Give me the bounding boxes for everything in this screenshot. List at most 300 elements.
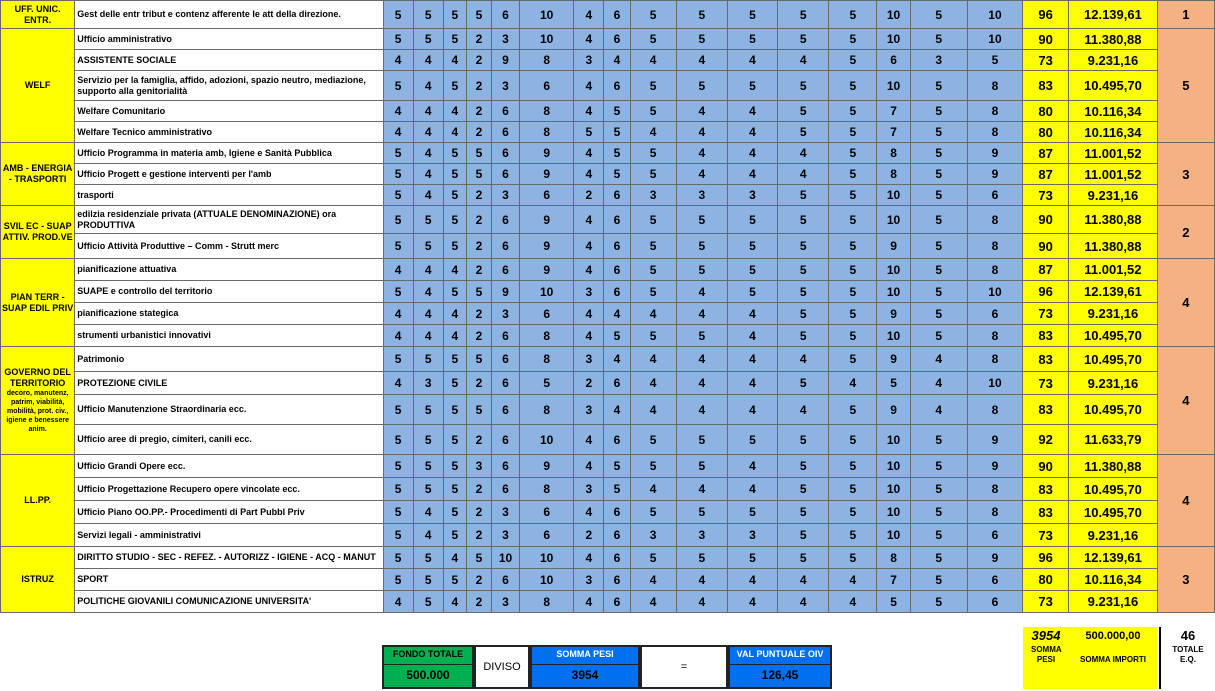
score-cell: 6: [604, 547, 630, 569]
score-cell: 8: [520, 122, 574, 143]
score-cell: 5: [383, 425, 413, 455]
score-cell: 3: [574, 478, 604, 501]
table-row: [1, 164, 1215, 185]
score-cell: 5: [910, 325, 967, 347]
score-cell: 8: [967, 395, 1022, 425]
score-cell: 3: [727, 185, 777, 206]
score-cell: 5: [778, 372, 829, 395]
score-cell: 5: [383, 185, 413, 206]
score-cell: 6: [520, 185, 574, 206]
score-cell: 6: [491, 347, 519, 372]
score-cell: 3: [574, 281, 604, 303]
score-cell: 5: [727, 425, 777, 455]
table-row: [1, 325, 1215, 347]
score-cell: 5: [778, 547, 829, 569]
score-cell: 5: [778, 206, 829, 234]
eq-count-cell: 5: [1157, 29, 1214, 143]
score-cell: 5: [727, 259, 777, 281]
amount-cell: 9.231,16: [1069, 372, 1157, 395]
department-label: GOVERNO DEL TERRITORIO: [4, 367, 71, 388]
score-cell: 5: [778, 101, 829, 122]
amount-cell: 9.231,16: [1069, 185, 1157, 206]
score-cell: 5: [574, 122, 604, 143]
score-cell: 4: [413, 71, 443, 101]
score-cell: 6: [491, 569, 519, 591]
office-name: Servizi legali - amministrativi: [75, 524, 383, 547]
score-cell: 6: [491, 101, 519, 122]
score-cell: 5: [604, 455, 630, 478]
score-cell: 10: [877, 501, 910, 524]
score-cell: 10: [967, 29, 1022, 50]
score-cell: 4: [727, 303, 777, 325]
total-weight-cell: 83: [1023, 71, 1069, 101]
table-row: [1, 1, 1215, 29]
score-cell: 4: [727, 372, 777, 395]
score-cell: 5: [829, 1, 877, 29]
score-cell: 5: [443, 206, 466, 234]
score-cell: 6: [967, 591, 1022, 613]
amount-cell: 12.139,61: [1069, 1, 1157, 29]
score-cell: 3: [574, 347, 604, 372]
score-cell: 5: [413, 425, 443, 455]
val-puntuale-oiv-box: [728, 645, 832, 689]
score-cell: 8: [967, 71, 1022, 101]
score-cell: 8: [520, 325, 574, 347]
score-cell: 4: [630, 591, 676, 613]
score-cell: 9: [520, 455, 574, 478]
score-cell: 4: [727, 591, 777, 613]
equals-sign: =: [680, 661, 688, 673]
score-cell: 10: [520, 1, 574, 29]
score-cell: 5: [383, 395, 413, 425]
department-cell: [1, 347, 75, 455]
score-cell: 5: [413, 547, 443, 569]
score-cell: 4: [630, 347, 676, 372]
score-cell: 9: [967, 425, 1022, 455]
score-cell: 6: [604, 281, 630, 303]
score-cell: 6: [967, 303, 1022, 325]
score-cell: 4: [413, 50, 443, 71]
score-cell: 5: [829, 281, 877, 303]
amount-cell: 10.116,34: [1069, 569, 1157, 591]
score-cell: 5: [383, 524, 413, 547]
score-cell: 6: [604, 1, 630, 29]
table-row: [1, 71, 1215, 101]
score-cell: 6: [967, 524, 1022, 547]
score-cell: 5: [443, 425, 466, 455]
score-cell: 8: [967, 234, 1022, 259]
table-row: [1, 501, 1215, 524]
total-weight-cell: 73: [1023, 372, 1069, 395]
amount-cell: 11.001,52: [1069, 259, 1157, 281]
score-cell: 5: [910, 164, 967, 185]
score-cell: 4: [727, 478, 777, 501]
total-weight-cell: 73: [1023, 524, 1069, 547]
score-cell: 5: [466, 395, 491, 425]
office-name: pianificazione attuativa: [75, 259, 383, 281]
score-cell: 5: [910, 547, 967, 569]
office-name: Ufficio Manutenzione Straordinaria ecc.: [75, 395, 383, 425]
score-cell: 5: [727, 281, 777, 303]
score-cell: 10: [877, 185, 910, 206]
amount-cell: 9.231,16: [1069, 303, 1157, 325]
department-cell: [1, 206, 75, 259]
department-cell: [1, 455, 75, 547]
total-weight-cell: 96: [1023, 281, 1069, 303]
eq-count-cell: 4: [1157, 259, 1214, 347]
total-weight-cell: 80: [1023, 122, 1069, 143]
score-cell: 2: [574, 524, 604, 547]
score-cell: 7: [877, 122, 910, 143]
score-cell: 6: [967, 185, 1022, 206]
score-cell: 2: [466, 259, 491, 281]
score-cell: 5: [877, 372, 910, 395]
score-cell: 5: [778, 281, 829, 303]
score-cell: 5: [604, 164, 630, 185]
office-name: strumenti urbanistici innovativi: [75, 325, 383, 347]
amount-cell: 10.116,34: [1069, 122, 1157, 143]
score-cell: 4: [413, 101, 443, 122]
totale-eq-label: TOTALE E.Q.: [1172, 645, 1204, 664]
score-cell: 5: [630, 547, 676, 569]
score-cell: 9: [520, 234, 574, 259]
score-cell: 5: [630, 425, 676, 455]
score-cell: 5: [829, 303, 877, 325]
office-name: SPORT: [75, 569, 383, 591]
score-cell: 4: [443, 325, 466, 347]
score-cell: 4: [383, 122, 413, 143]
score-cell: 4: [727, 455, 777, 478]
score-cell: 5: [727, 206, 777, 234]
score-cell: 2: [466, 101, 491, 122]
score-cell: 8: [967, 347, 1022, 372]
score-cell: 5: [676, 1, 727, 29]
score-cell: 9: [491, 50, 519, 71]
score-cell: 5: [829, 425, 877, 455]
eq-count-cell: 3: [1157, 143, 1214, 206]
table-row: [1, 347, 1215, 372]
score-cell: 5: [778, 303, 829, 325]
score-cell: 6: [491, 234, 519, 259]
score-cell: 5: [829, 524, 877, 547]
table-row: [1, 206, 1215, 234]
score-cell: 9: [877, 303, 910, 325]
score-cell: 4: [829, 372, 877, 395]
score-cell: 2: [466, 206, 491, 234]
score-cell: 3: [491, 185, 519, 206]
val-puntuale-oiv-label: VAL PUNTUALE OIV: [736, 649, 824, 659]
score-cell: 5: [829, 143, 877, 164]
office-name: Ufficio Grandi Opere ecc.: [75, 455, 383, 478]
score-cell: 4: [829, 569, 877, 591]
table-row: [1, 234, 1215, 259]
score-cell: 8: [520, 395, 574, 425]
table-row: [1, 185, 1215, 206]
score-cell: 5: [778, 478, 829, 501]
score-cell: 2: [466, 372, 491, 395]
score-cell: 9: [520, 143, 574, 164]
score-cell: 5: [910, 501, 967, 524]
score-cell: 5: [676, 206, 727, 234]
score-cell: 4: [604, 347, 630, 372]
score-cell: 6: [877, 50, 910, 71]
score-cell: 2: [466, 425, 491, 455]
amount-cell: 9.231,16: [1069, 50, 1157, 71]
office-name: Ufficio aree di pregio, cimiteri, canili ecc.: [75, 425, 383, 455]
score-cell: 8: [967, 206, 1022, 234]
score-cell: 5: [443, 478, 466, 501]
score-cell: 10: [877, 325, 910, 347]
score-cell: 10: [877, 478, 910, 501]
score-cell: 8: [520, 101, 574, 122]
score-cell: 5: [466, 143, 491, 164]
score-cell: 7: [877, 569, 910, 591]
table-row: [1, 569, 1215, 591]
score-cell: 5: [383, 71, 413, 101]
score-cell: 5: [443, 71, 466, 101]
score-cell: 3: [910, 50, 967, 71]
department-cell: [1, 547, 75, 613]
score-cell: 8: [877, 164, 910, 185]
total-weight-cell: 90: [1023, 234, 1069, 259]
score-cell: 9: [967, 164, 1022, 185]
department-label: SVIL EC - SUAP ATTIV. PROD.VE: [2, 221, 73, 242]
score-cell: 5: [727, 29, 777, 50]
score-cell: 5: [630, 234, 676, 259]
score-cell: 4: [443, 259, 466, 281]
somma-pesi-value: 3954: [1031, 628, 1061, 643]
score-cell: 5: [413, 1, 443, 29]
score-cell: 6: [491, 425, 519, 455]
score-cell: 5: [778, 455, 829, 478]
score-cell: 2: [466, 234, 491, 259]
department-label: LL.PP.: [24, 495, 52, 505]
department-label: ISTRUZ: [21, 574, 54, 584]
somma-pesi-box-label: SOMMA PESI: [556, 649, 614, 659]
score-cell: 5: [829, 455, 877, 478]
total-weight-cell: 73: [1023, 591, 1069, 613]
score-cell: 5: [604, 122, 630, 143]
score-cell: 9: [967, 143, 1022, 164]
total-weight-cell: 83: [1023, 501, 1069, 524]
amount-cell: 10.495,70: [1069, 347, 1157, 372]
score-cell: 5: [466, 547, 491, 569]
score-cell: 4: [630, 50, 676, 71]
score-cell: 2: [466, 303, 491, 325]
score-cell: 4: [630, 395, 676, 425]
score-cell: 10: [520, 425, 574, 455]
score-cell: 5: [443, 143, 466, 164]
total-weight-cell: 83: [1023, 395, 1069, 425]
val-puntuale-oiv-value: 126,45: [730, 664, 830, 685]
score-cell: 4: [676, 164, 727, 185]
score-cell: 4: [574, 455, 604, 478]
score-cell: 4: [574, 29, 604, 50]
total-weight-cell: 90: [1023, 206, 1069, 234]
score-cell: 8: [967, 501, 1022, 524]
score-cell: 5: [443, 501, 466, 524]
score-cell: 8: [520, 591, 574, 613]
amount-cell: 10.116,34: [1069, 101, 1157, 122]
score-cell: 10: [520, 547, 574, 569]
amount-cell: 9.231,16: [1069, 591, 1157, 613]
score-cell: 4: [778, 143, 829, 164]
department-label: WELF: [24, 80, 51, 90]
score-cell: 6: [491, 325, 519, 347]
score-cell: 5: [383, 281, 413, 303]
office-name: Ufficio Piano OO.PP.- Procedimenti di Part Pubbl Priv: [75, 501, 383, 524]
score-cell: 4: [574, 206, 604, 234]
amount-cell: 12.139,61: [1069, 281, 1157, 303]
table-row: [1, 478, 1215, 501]
score-cell: 5: [910, 591, 967, 613]
table-row: [1, 455, 1215, 478]
amount-cell: 10.495,70: [1069, 395, 1157, 425]
score-cell: 2: [466, 122, 491, 143]
office-name: Gest delle entr tribut e contenz afferente le att della direzione.: [75, 1, 383, 29]
eq-count-cell: 4: [1157, 455, 1214, 547]
score-cell: 8: [520, 347, 574, 372]
score-cell: 5: [676, 259, 727, 281]
score-cell: 4: [727, 143, 777, 164]
score-cell: 2: [466, 478, 491, 501]
score-cell: 4: [443, 547, 466, 569]
table-row: [1, 101, 1215, 122]
score-cell: 4: [727, 395, 777, 425]
score-cell: 4: [574, 501, 604, 524]
score-cell: 3: [491, 29, 519, 50]
score-cell: 5: [910, 569, 967, 591]
somma-pesi-box: [530, 645, 640, 689]
score-cell: 4: [574, 547, 604, 569]
amount-cell: 12.139,61: [1069, 547, 1157, 569]
score-cell: 6: [604, 206, 630, 234]
total-weight-cell: 87: [1023, 259, 1069, 281]
score-cell: 5: [383, 347, 413, 372]
score-cell: 10: [877, 524, 910, 547]
score-cell: 4: [676, 591, 727, 613]
score-cell: 4: [630, 122, 676, 143]
total-weight-cell: 96: [1023, 547, 1069, 569]
total-weight-cell: 96: [1023, 1, 1069, 29]
score-cell: 6: [967, 569, 1022, 591]
office-name: edilzia residenziale privata (ATTUALE DENOMINAZIONE) ora PRODUTTIVA: [75, 206, 383, 234]
score-cell: 6: [520, 501, 574, 524]
score-cell: 4: [574, 1, 604, 29]
score-cell: 5: [910, 478, 967, 501]
score-cell: 4: [727, 569, 777, 591]
score-cell: 5: [829, 101, 877, 122]
score-cell: 4: [676, 50, 727, 71]
score-cell: 5: [829, 547, 877, 569]
score-cell: 4: [413, 524, 443, 547]
score-cell: 4: [383, 259, 413, 281]
score-cell: 5: [630, 101, 676, 122]
score-cell: 4: [727, 325, 777, 347]
score-cell: 5: [829, 501, 877, 524]
score-cell: 4: [413, 185, 443, 206]
score-cell: 4: [443, 101, 466, 122]
score-cell: 5: [778, 71, 829, 101]
score-cell: 5: [910, 303, 967, 325]
score-cell: 5: [520, 372, 574, 395]
score-cell: 4: [443, 50, 466, 71]
score-cell: 5: [829, 29, 877, 50]
diviso-label: DIVISO: [483, 661, 521, 673]
score-cell: 3: [491, 71, 519, 101]
score-cell: 5: [829, 122, 877, 143]
score-cell: 5: [727, 71, 777, 101]
department-label: PIAN TERR - SUAP EDIL PRIV: [2, 291, 74, 313]
score-cell: 5: [443, 569, 466, 591]
score-cell: 4: [413, 122, 443, 143]
score-cell: 3: [676, 524, 727, 547]
score-cell: 5: [910, 455, 967, 478]
score-cell: 4: [676, 395, 727, 425]
total-weight-cell: 87: [1023, 164, 1069, 185]
amount-cell: 11.001,52: [1069, 164, 1157, 185]
score-cell: 9: [491, 281, 519, 303]
score-cell: 5: [443, 395, 466, 425]
score-cell: 6: [604, 71, 630, 101]
score-cell: 5: [829, 50, 877, 71]
score-cell: 5: [443, 234, 466, 259]
score-cell: 5: [383, 547, 413, 569]
score-cell: 5: [910, 524, 967, 547]
score-cell: 5: [383, 206, 413, 234]
office-name: Ufficio Attività Produttive – Comm - Strutt merc: [75, 234, 383, 259]
table-row: [1, 281, 1215, 303]
score-cell: 3: [491, 501, 519, 524]
total-weight-cell: 83: [1023, 325, 1069, 347]
score-cell: 3: [413, 372, 443, 395]
score-cell: 4: [604, 395, 630, 425]
score-cell: 4: [413, 281, 443, 303]
score-cell: 4: [574, 591, 604, 613]
score-cell: 4: [676, 303, 727, 325]
office-name: Welfare Comunitario: [75, 101, 383, 122]
score-cell: 6: [604, 524, 630, 547]
score-cell: 3: [491, 591, 519, 613]
score-cell: 5: [443, 347, 466, 372]
office-name: Ufficio Progettazione Recupero opere vincolate ecc.: [75, 478, 383, 501]
score-cell: 6: [604, 501, 630, 524]
score-cell: 4: [630, 372, 676, 395]
score-cell: 5: [630, 164, 676, 185]
score-cell: 5: [910, 206, 967, 234]
score-cell: 5: [630, 143, 676, 164]
office-name: ASSISTENTE SOCIALE: [75, 50, 383, 71]
score-cell: 8: [877, 143, 910, 164]
score-cell: 4: [383, 50, 413, 71]
score-cell: 5: [829, 325, 877, 347]
score-cell: 3: [676, 185, 727, 206]
score-cell: 5: [383, 569, 413, 591]
amount-cell: 10.495,70: [1069, 325, 1157, 347]
score-cell: 10: [877, 29, 910, 50]
score-cell: 5: [413, 569, 443, 591]
score-cell: 9: [520, 206, 574, 234]
total-weight-cell: 87: [1023, 143, 1069, 164]
score-cell: 6: [491, 259, 519, 281]
score-cell: 5: [466, 347, 491, 372]
score-cell: 9: [877, 395, 910, 425]
score-cell: 5: [877, 591, 910, 613]
score-cell: 4: [778, 569, 829, 591]
score-cell: 5: [778, 259, 829, 281]
score-cell: 5: [910, 185, 967, 206]
score-cell: 5: [604, 101, 630, 122]
